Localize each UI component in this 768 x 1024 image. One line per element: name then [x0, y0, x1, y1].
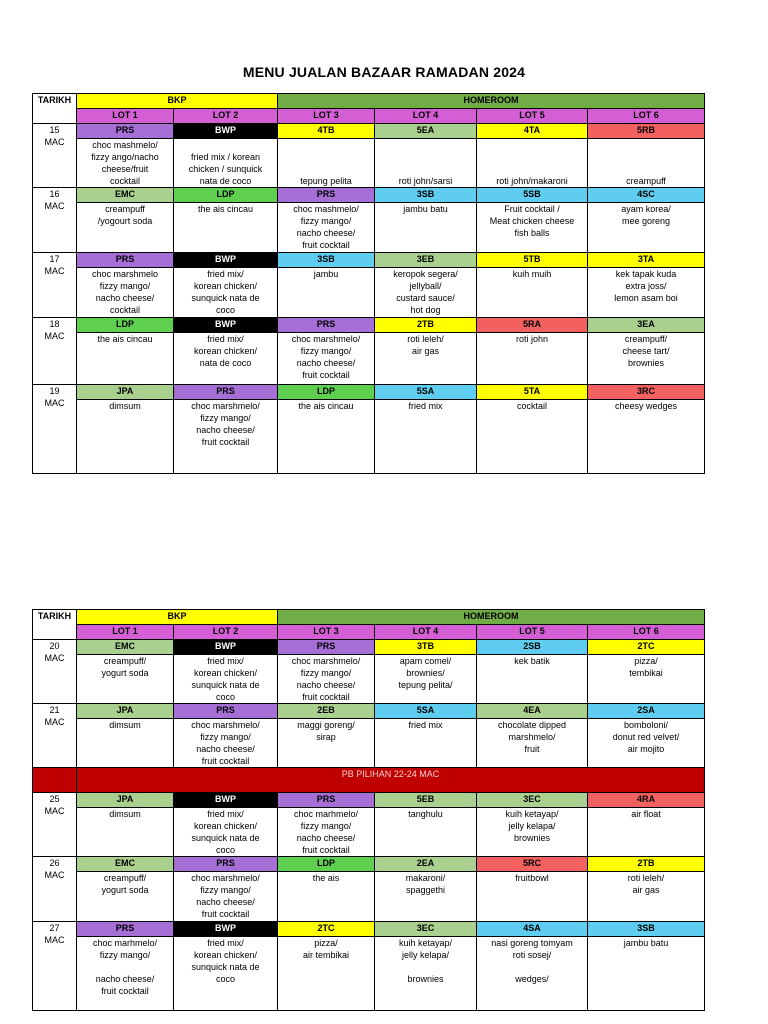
lot-header: LOT 5 [477, 109, 588, 124]
class-code: PRS [174, 704, 278, 719]
class-code: 2EA [375, 857, 477, 872]
menu-item-cell: creampuff [588, 139, 705, 188]
menu-item-cell: the ais cincau [174, 203, 278, 253]
lot-header: LOT 6 [588, 625, 705, 640]
class-code: BWP [174, 640, 278, 655]
menu-item-cell: dimsum [77, 719, 174, 768]
date-cell: 15 MAC [33, 124, 77, 188]
class-code: 4EA [477, 704, 588, 719]
class-code: PRS [174, 385, 278, 400]
menu-item-cell: jambu [278, 268, 375, 318]
menu-item-cell: roti leleh/ air gas [375, 333, 477, 385]
class-code: 5TB [477, 253, 588, 268]
lot-header: LOT 3 [278, 109, 375, 124]
menu-item-cell: choc marshmelo/ fizzy mango/ nacho cheese/ fruit cocktail [174, 872, 278, 922]
lot-header: LOT 4 [375, 625, 477, 640]
menu-item-cell: choc marshmelo/ fizzy mango/ nacho cheese/ fruit cocktail [174, 719, 278, 768]
date-cell: 19 MAC [33, 385, 77, 474]
class-code: BWP [174, 124, 278, 139]
menu-item-cell: choc marshmelo fizzy mango/ nacho cheese/ cocktail [77, 268, 174, 318]
class-code: 5EB [375, 793, 477, 808]
menu-item-cell: choc marhmelo/ fizzy mango/ nacho cheese/ fruit cocktail [77, 937, 174, 1011]
menu-table-2 [32, 609, 705, 1011]
tarikh-header: TARIKH [33, 94, 77, 124]
menu-item-cell: kuih muih [477, 268, 588, 318]
menu-item-cell: fried mix/ korean chicken/ sunquick nata de coco [174, 268, 278, 318]
lot-header: LOT 5 [477, 625, 588, 640]
lot-header: LOT 1 [77, 625, 174, 640]
date-cell: 21 MAC [33, 704, 77, 768]
menu-item-cell: pizza/ tembikai [588, 655, 705, 704]
menu-item-cell: air float [588, 808, 705, 857]
class-code: JPA [77, 793, 174, 808]
menu-item-cell: roti john [477, 333, 588, 385]
class-code: EMC [77, 188, 174, 203]
class-code: 3TA [588, 253, 705, 268]
menu-item-cell: ayam korea/ mee goreng [588, 203, 705, 253]
date-cell: 25 MAC [33, 793, 77, 857]
group-header-homeroom: HOMEROOM [278, 610, 705, 625]
menu-item-cell: bomboloni/ donut red velvet/ air mojito [588, 719, 705, 768]
banner-left-cell [33, 768, 77, 793]
class-code: 3EC [375, 922, 477, 937]
class-code: PRS [77, 124, 174, 139]
class-code: PRS [278, 793, 375, 808]
class-code: 5EA [375, 124, 477, 139]
menu-item-cell: choc mashmelo/ fizzy mango/ nacho cheese/ fruit cocktail [278, 203, 375, 253]
class-code: 5SA [375, 385, 477, 400]
menu-item-cell: creampuff /yogourt soda [77, 203, 174, 253]
class-code: EMC [77, 857, 174, 872]
class-code: PRS [77, 253, 174, 268]
class-code: 3EC [477, 793, 588, 808]
class-code: 5RC [477, 857, 588, 872]
menu-item-cell: apam comel/ brownies/ tepung pelita/ [375, 655, 477, 704]
class-code: 5RA [477, 318, 588, 333]
menu-item-cell: fried mix/ korean chicken/ sunquick nata de coco [174, 655, 278, 704]
class-code: BWP [174, 793, 278, 808]
class-code: 3SB [588, 922, 705, 937]
menu-item-cell: cocktail [477, 400, 588, 474]
lot-header: LOT 6 [588, 109, 705, 124]
menu-item-cell: cheesy wedges [588, 400, 705, 474]
menu-item-cell: fried mix/ korean chicken/ sunquick nata de coco [174, 808, 278, 857]
menu-item-cell: roti leleh/ air gas [588, 872, 705, 922]
menu-item-cell: jambu batu [375, 203, 477, 253]
menu-item-cell: kuih ketayap/ jelly kelapa/ brownies [375, 937, 477, 1011]
class-code: 3EB [375, 253, 477, 268]
menu-item-cell: creampuff/ yogurt soda [77, 872, 174, 922]
menu-item-cell: fruitbowl [477, 872, 588, 922]
date-cell: 20 MAC [33, 640, 77, 704]
class-code: 4SC [588, 188, 705, 203]
class-code: JPA [77, 704, 174, 719]
menu-item-cell: kek batik [477, 655, 588, 704]
class-code: 2TB [375, 318, 477, 333]
class-code: 2SA [588, 704, 705, 719]
class-code: 5SB [477, 188, 588, 203]
menu-item-cell: kuih ketayap/ jelly kelapa/ brownies [477, 808, 588, 857]
menu-item-cell: pizza/ air tembikai [278, 937, 375, 1011]
date-cell: 16 MAC [33, 188, 77, 253]
lot-header: LOT 4 [375, 109, 477, 124]
page-title: MENU JUALAN BAZAAR RAMADAN 2024 [242, 64, 526, 80]
menu-item-cell: dimsum [77, 400, 174, 474]
class-code: 3SB [375, 188, 477, 203]
menu-item-cell: fried mix/ korean chicken/ sunquick nata de coco [174, 937, 278, 1011]
menu-item-cell: creampuff/ yogurt soda [77, 655, 174, 704]
tarikh-header: TARIKH [33, 610, 77, 640]
class-code: BWP [174, 318, 278, 333]
menu-item-cell: choc marshmelo/ fizzy mango/ nacho cheese/ fruit cocktail [278, 655, 375, 704]
menu-item-cell: choc marhmelo/ fizzy mango/ nacho cheese/ fruit cocktail [278, 808, 375, 857]
class-code: 3TB [375, 640, 477, 655]
class-code: EMC [77, 640, 174, 655]
class-code: 2TC [588, 640, 705, 655]
menu-item-cell: chocolate dipped marshmelo/ fruit [477, 719, 588, 768]
menu-item-cell: roti john/sarsi [375, 139, 477, 188]
menu-item-cell: keropok segera/ jellyball/ custard sauce/ hot dog [375, 268, 477, 318]
class-code: 5RB [588, 124, 705, 139]
lot-header: LOT 3 [278, 625, 375, 640]
lot-header: LOT 2 [174, 625, 278, 640]
menu-item-cell: the ais [278, 872, 375, 922]
class-code: 2EB [278, 704, 375, 719]
class-code: LDP [278, 857, 375, 872]
menu-item-cell: choc mashmelo/ fizzy ango/nacho cheese/fruit cocktail [77, 139, 174, 188]
menu-item-cell: creampuff/ cheese tart/ brownies [588, 333, 705, 385]
menu-item-cell: makaroni/ spaggethi [375, 872, 477, 922]
class-code: PRS [278, 640, 375, 655]
class-code: 3SB [278, 253, 375, 268]
menu-item-cell: the ais cincau [278, 400, 375, 474]
group-header-homeroom: HOMEROOM [278, 94, 705, 109]
menu-item-cell: roti john/makaroni [477, 139, 588, 188]
date-cell: 27 MAC [33, 922, 77, 1011]
class-code: 2TC [278, 922, 375, 937]
menu-item-cell: jambu batu [588, 937, 705, 1011]
class-code: 3EA [588, 318, 705, 333]
menu-item-cell: kek tapak kuda extra joss/ lemon asam boi [588, 268, 705, 318]
date-cell: 18 MAC [33, 318, 77, 385]
class-code: PRS [174, 857, 278, 872]
class-code: 5SA [375, 704, 477, 719]
menu-item-cell: maggi goreng/ sirap [278, 719, 375, 768]
class-code: LDP [77, 318, 174, 333]
pb-banner: PB PILIHAN 22-24 MAC [77, 768, 705, 793]
class-code: 2TB [588, 857, 705, 872]
class-code: 4RA [588, 793, 705, 808]
class-code: PRS [278, 318, 375, 333]
class-code: 4SA [477, 922, 588, 937]
menu-item-cell: fried mix [375, 719, 477, 768]
class-code: 4TB [278, 124, 375, 139]
menu-item-cell: dimsum [77, 808, 174, 857]
date-cell: 17 MAC [33, 253, 77, 318]
menu-item-cell: nasi goreng tomyam roti sosej/ wedges/ [477, 937, 588, 1011]
menu-item-cell: fried mix/ korean chicken/ nata de coco [174, 333, 278, 385]
class-code: LDP [278, 385, 375, 400]
menu-item-cell: fried mix [375, 400, 477, 474]
menu-item-cell: Fruit cocktail / Meat chicken cheese fish balls [477, 203, 588, 253]
menu-table-1 [32, 93, 705, 474]
class-code: JPA [77, 385, 174, 400]
class-code: PRS [278, 188, 375, 203]
group-header-bkp: BKP [77, 610, 278, 625]
class-code: BWP [174, 253, 278, 268]
date-cell: 26 MAC [33, 857, 77, 922]
menu-item-cell: choc marshmelo/ fizzy mango/ nacho cheese/ fruit cocktail [174, 400, 278, 474]
class-code: LDP [174, 188, 278, 203]
class-code: 3RC [588, 385, 705, 400]
class-code: 2SB [477, 640, 588, 655]
menu-item-cell: tepung pelita [278, 139, 375, 188]
lot-header: LOT 1 [77, 109, 174, 124]
class-code: PRS [77, 922, 174, 937]
lot-header: LOT 2 [174, 109, 278, 124]
menu-item-cell: choc marshmelo/ fizzy mango/ nacho cheese/ fruit cocktail [278, 333, 375, 385]
class-code: BWP [174, 922, 278, 937]
class-code: 4TA [477, 124, 588, 139]
menu-item-cell: the ais cincau [77, 333, 174, 385]
menu-item-cell: tanghulu [375, 808, 477, 857]
menu-item-cell: fried mix / korean chicken / sunquick nata de coco [174, 139, 278, 188]
group-header-bkp: BKP [77, 94, 278, 109]
class-code: 5TA [477, 385, 588, 400]
